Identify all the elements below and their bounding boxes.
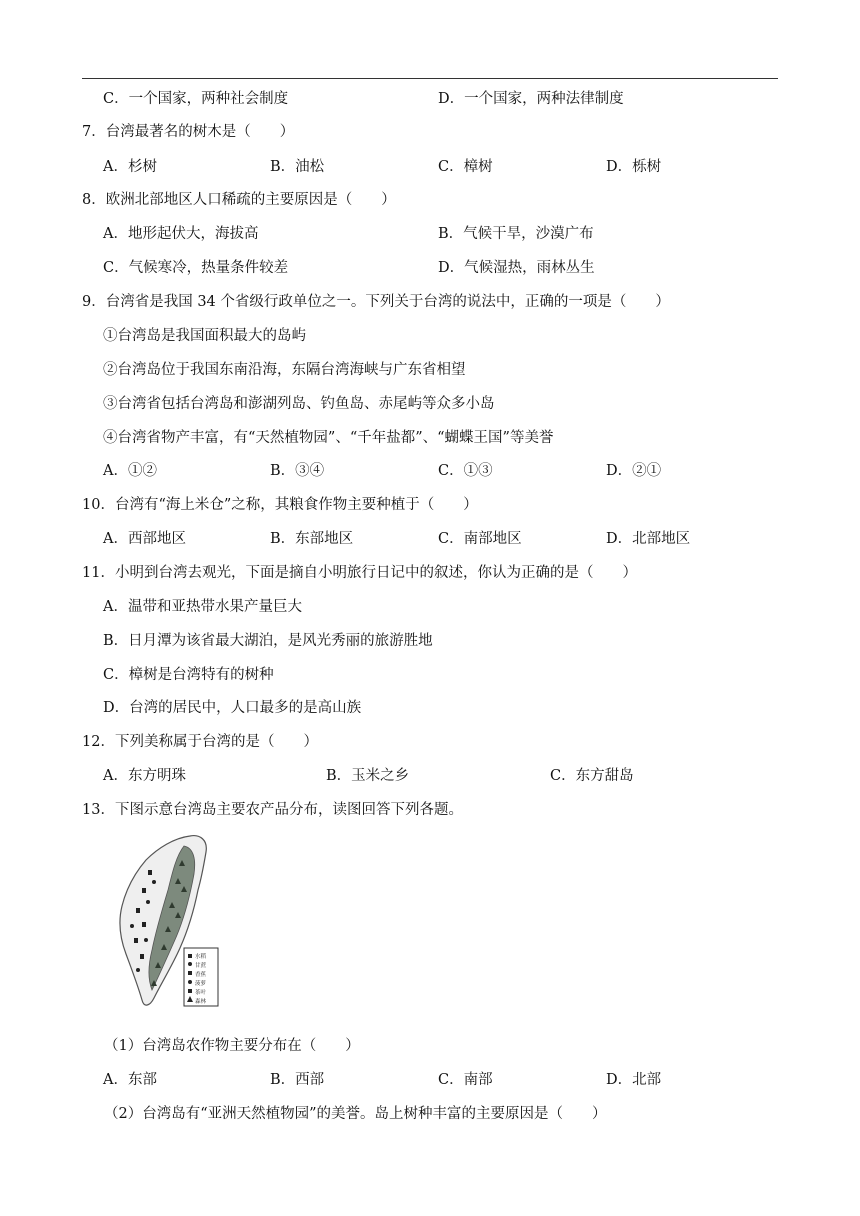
q9-statement-3: ③台湾省包括台湾岛和澎湖列岛、钓鱼岛、赤尾屿等众多小岛 xyxy=(103,396,495,412)
q6-option-d[interactable]: D．一个国家，两种法律制度 xyxy=(438,91,624,107)
q10-option-b[interactable]: B．东部地区 xyxy=(270,531,354,547)
q11-option-c[interactable]: C．樟树是台湾特有的树种 xyxy=(103,667,274,683)
q12-option-c[interactable]: C．东方甜岛 xyxy=(550,768,634,784)
legend-label-rice: 水稻 xyxy=(195,954,207,960)
q9-statement-1: ①台湾岛是我国面积最大的岛屿 xyxy=(103,328,306,344)
q9-option-b[interactable]: B．③④ xyxy=(270,463,325,479)
q8-stem: 8．欧洲北部地区人口稀疏的主要原因是（ ） xyxy=(82,192,396,208)
legend-label-pineapple: 菠萝 xyxy=(195,981,207,987)
q12-option-b[interactable]: B．玉米之乡 xyxy=(326,768,410,784)
q6-option-c[interactable]: C．一个国家，两种社会制度 xyxy=(103,91,289,107)
legend-label-tea: 茶叶 xyxy=(195,990,207,996)
q9-option-a[interactable]: A．①② xyxy=(103,463,157,479)
q10-stem: 10．台湾有“海上米仓”之称，其粮食作物主要种植于（ ） xyxy=(82,497,478,513)
q12-stem: 12．下列美称属于台湾的是（ ） xyxy=(82,734,318,750)
q9-statement-2: ②台湾岛位于我国东南沿海，东隔台湾海峡与广东省相望 xyxy=(103,362,466,378)
q11-option-a[interactable]: A．温带和亚热带水果产量巨大 xyxy=(103,599,302,615)
q13-sub1-option-c[interactable]: C．南部 xyxy=(438,1072,493,1088)
q13-sub2-stem: （2）台湾岛有“亚洲天然植物园”的美誉。岛上树种丰富的主要原因是（ ） xyxy=(104,1106,607,1122)
q11-option-d[interactable]: D．台湾的居民中，人口最多的是高山族 xyxy=(103,700,362,716)
q7-option-b[interactable]: B．油松 xyxy=(270,159,325,175)
q7-option-c[interactable]: C．樟树 xyxy=(438,159,493,175)
q13-sub1-stem: （1）台湾岛农作物主要分布在（ ） xyxy=(104,1038,360,1054)
q9-option-d[interactable]: D．②① xyxy=(606,463,662,479)
q10-option-a[interactable]: A．西部地区 xyxy=(103,531,186,547)
q7-option-a[interactable]: A．杉树 xyxy=(103,159,157,175)
legend-label-forest: 森林 xyxy=(195,999,207,1005)
q7-stem: 7．台湾最著名的树木是（ ） xyxy=(82,124,295,140)
q8-option-c[interactable]: C．气候寒冷，热量条件较差 xyxy=(103,260,289,276)
q13-sub1-option-b[interactable]: B．西部 xyxy=(270,1072,325,1088)
q9-stem: 9．台湾省是我国 34 个省级行政单位之一。下列关于台湾的说法中，正确的一项是（ ） xyxy=(82,294,670,310)
q13-sub1-option-a[interactable]: A．东部 xyxy=(103,1072,157,1088)
q13-sub1-option-d[interactable]: D．北部 xyxy=(606,1072,662,1088)
taiwan-agriculture-map xyxy=(112,830,224,1012)
q9-statement-4: ④台湾省物产丰富，有“天然植物园”、“千年盐都”、“蝴蝶王国”等美誉 xyxy=(103,430,554,446)
q9-option-c[interactable]: C．①③ xyxy=(438,463,493,479)
q7-option-d[interactable]: D．栎树 xyxy=(606,159,662,175)
q13-stem: 13．下图示意台湾岛主要农产品分布，读图回答下列各题。 xyxy=(82,802,463,818)
legend-label-banana: 香蕉 xyxy=(195,972,207,978)
legend-label-sugarcane: 甘蔗 xyxy=(195,963,207,969)
q12-option-a[interactable]: A．东方明珠 xyxy=(103,768,186,784)
q10-option-d[interactable]: D．北部地区 xyxy=(606,531,691,547)
q11-stem: 11．小明到台湾去观光，下面是摘自小明旅行日记中的叙述，你认为正确的是（ ） xyxy=(82,565,637,581)
q8-option-b[interactable]: B．气候干旱，沙漠广布 xyxy=(438,226,594,242)
header-rule xyxy=(82,78,778,79)
q8-option-d[interactable]: D．气候湿热，雨林丛生 xyxy=(438,260,595,276)
q11-option-b[interactable]: B．日月潭为该省最大湖泊，是风光秀丽的旅游胜地 xyxy=(103,633,433,649)
q8-option-a[interactable]: A．地形起伏大，海拔高 xyxy=(103,226,259,242)
q10-option-c[interactable]: C．南部地区 xyxy=(438,531,522,547)
